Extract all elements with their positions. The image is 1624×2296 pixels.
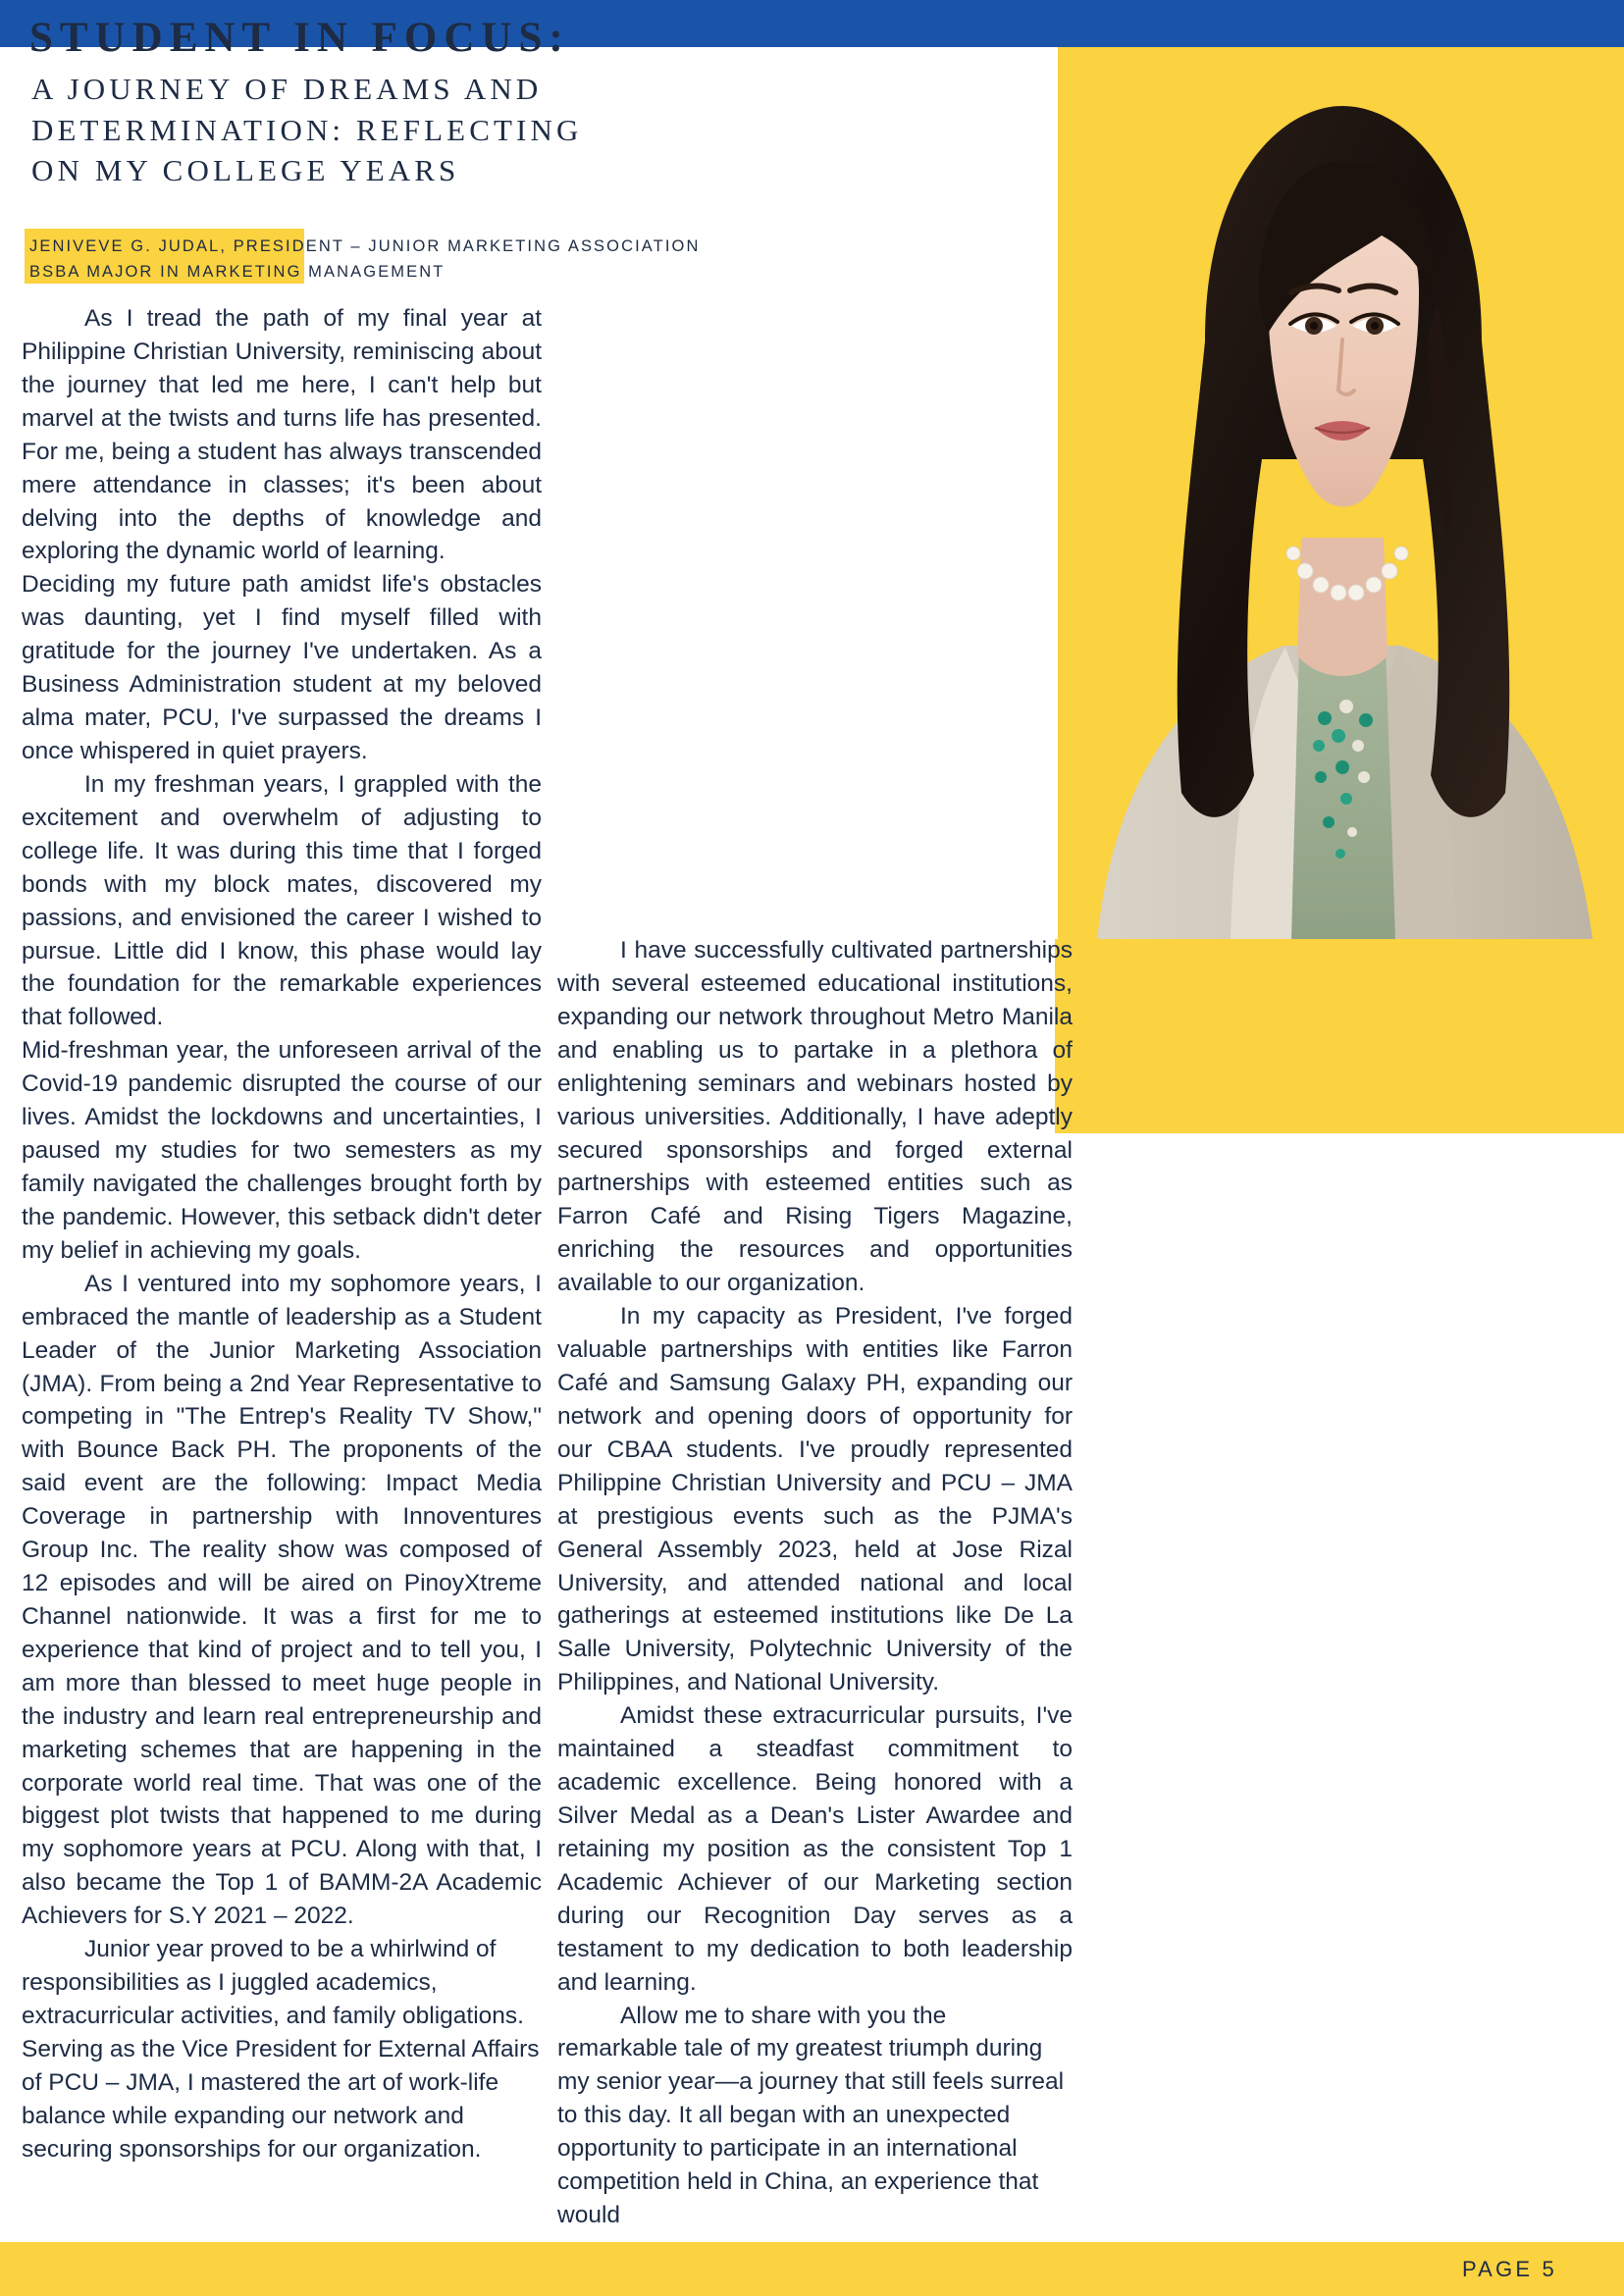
page-title-line-1: A JOURNEY OF DREAMS AND bbox=[31, 72, 543, 107]
page-title-line-2: DETERMINATION: REFLECTING bbox=[31, 112, 583, 147]
paragraph: Junior year proved to be a whirlwind of responsibilities as I juggled academics, extracurricular activities, and family obligations. Serving as the Vice President for External Affairs of PCU – JMA, I mastered the art of work-life balance while expanding our network and securing sponsorships for our organization. bbox=[22, 1936, 540, 2163]
headline-block bbox=[29, 16, 854, 190]
portrait-photo-panel bbox=[1058, 47, 1624, 940]
paragraph: Amidst these extracurricular pursuits, I've maintained a steadfast commitment to academic excellence. Being honored with a Silver Medal as a Dean's Lister Awardee and retaining my position as the consistent Top 1 Academic Achiever of our Marketing section during our Recognition Day serves as a testament to my dedication to both leadership and learning. bbox=[557, 1702, 1073, 1996]
byline-line-2 bbox=[29, 259, 873, 285]
paragraph: As I ventured into my sophomore years, I embraced the mantle of leadership as a Student Leader of the Junior Marketing Association (JMA). From being a 2nd Year Representative to competing in "The Entrep's Reality TV Show," with Bounce Back PH. The proponents of the said event are the following: Impact Media Coverage in partnership with Innoventures Group Inc. The reality show was composed of 12 episodes and will be aired on PinoyXtreme Channel nationwide. It was a first for me to experience that kind of project and to tell you, I am more than blessed to meet huge people in the industry and learn real entrepreneurship and marketing schemes that are happening in the corporate world real time. That was one of the biggest plot twists that happened to me during my sophomore years at PCU. Along with that, I also became the Top 1 of BAMM-2A Academic Achievers for S.Y 2021 – 2022. bbox=[22, 1270, 542, 1930]
byline-name-role: JENIVEVE G. JUDAL, PRESIDENT – JUNIOR MARKETING ASSOCIATION bbox=[29, 237, 701, 255]
footer-bar bbox=[0, 2242, 1624, 2296]
paragraph: In my capacity as President, I've forged valuable partnerships with entities like Farron Café and Samsung Galaxy PH, expanding our network and opening doors of opportunity for our CBAA students. I've proudly represented Philippine Christian University and PCU – JMA at prestigious events such as the PJMA's General Assembly 2023, held at Jose Rizal University, and attended national and local gatherings at esteemed institutions like De La Salle University, Polytechnic University of the Philippines, and National University. bbox=[557, 1303, 1073, 1696]
page-number: PAGE 5 bbox=[1461, 2257, 1557, 2281]
paragraph: In my freshman years, I grappled with the excitement and overwhelm of adjusting to college life. It was during this time that I forged bonds with my block mates, discovered my passions, and envisioned the career I wished to pursue. Little did I know, this phase would lay the foundation for the remarkable experiences that followed. bbox=[22, 770, 542, 1031]
paragraph: As I tread the path of my final year at Philippine Christian University, reminiscing about the journey that led me here, I can't help but marvel at the twists and turns life has presented. For me, being a student has always transcended mere attendance in classes; it's been about delving into the depths of knowledge and exploring the dynamic world of learning. bbox=[22, 305, 542, 565]
article-column-right bbox=[557, 934, 1073, 2232]
paragraph: Deciding my future path amidst life's obstacles was daunting, yet I find myself filled with gratitude for the journey I've undertaken. As a Business Administration student at my beloved alma mater, PCU, I've surpassed the dreams I once whispered in quiet prayers. bbox=[22, 571, 542, 764]
page-title-line-3: ON MY COLLEGE YEARS bbox=[31, 152, 460, 187]
portrait-photo bbox=[1058, 47, 1624, 940]
paragraph-highlight-block bbox=[1055, 939, 1624, 1133]
page-kicker: STUDENT IN FOCUS: bbox=[29, 15, 570, 61]
article-column-left bbox=[22, 302, 542, 2166]
paragraph: Mid-freshman year, the unforeseen arrival of the Covid-19 pandemic disrupted the course of our lives. Amidst the lockdowns and uncertainties, I paused my studies for two semesters as my family navigated the challenges brought forth by the pandemic. However, this setback didn't deter my belief in achieving my goals. bbox=[22, 1037, 542, 1264]
byline-program: BSBA MAJOR IN MARKETING MANAGEMENT bbox=[29, 263, 445, 282]
page-title bbox=[31, 69, 854, 190]
paragraph: I have successfully cultivated partnerships with several esteemed educational institutions, expanding our network throughout Metro Manila and enabling us to partake in a plethora of enlightening seminars and webinars hosted by various universities. Additionally, I have adeptly secured sponsorships and forged external partnerships with esteemed entities such as Farron Café and Rising Tigers Magazine, enriching the resources and opportunities available to our organization. bbox=[557, 937, 1073, 1297]
byline-line-1 bbox=[29, 234, 873, 259]
paragraph: Allow me to share with you the remarkable tale of my greatest triumph during my senior year—a journey that still feels surreal to this day. It all began with an unexpected opportunity to participate in an international competition held in China, an experience that would bbox=[557, 2002, 1065, 2229]
byline bbox=[29, 234, 873, 285]
